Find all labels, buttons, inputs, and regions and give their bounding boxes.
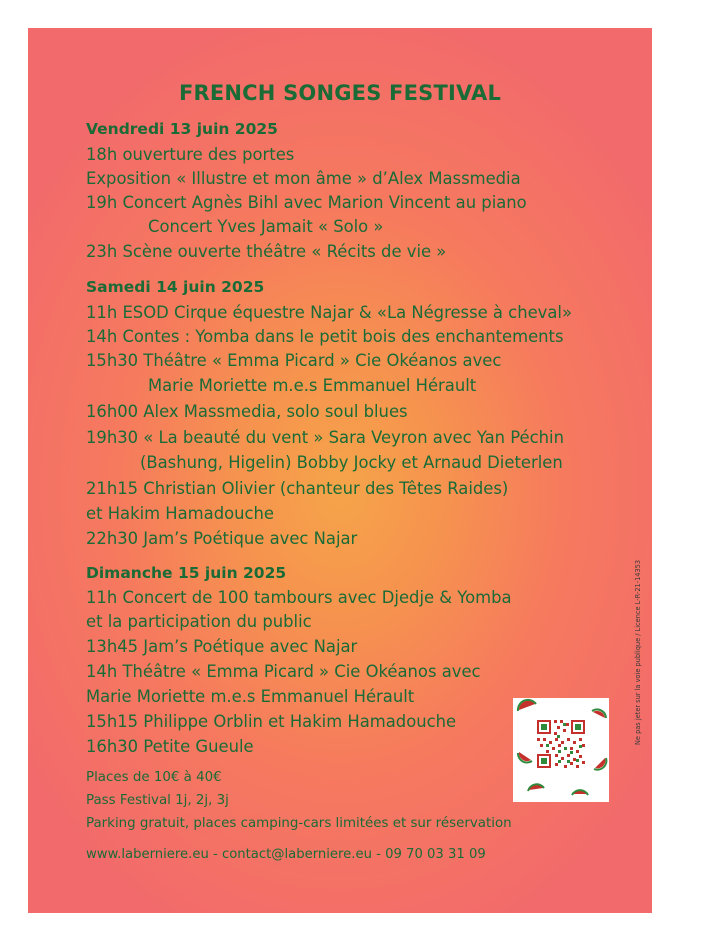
qr-code-icon: [513, 698, 609, 802]
contact-line: www.laberniere.eu - contact@laberniere.eu - 09 70 03 31 09: [86, 847, 486, 862]
program-line: (Bashung, Higelin) Bobby Jocky et Arnaud Dieterlen: [140, 453, 563, 472]
prices-text: Places de 10€ à 40€: [86, 770, 222, 785]
program-line: 18h ouverture des portes: [86, 145, 295, 164]
program-line: 22h30 Jam’s Poétique avec Najar: [86, 529, 358, 548]
program-line: 19h30 « La beauté du vent » Sara Veyron avec Yan Péchin: [86, 428, 564, 447]
festival-poster: [28, 28, 652, 913]
program-line: 21h15 Christian Olivier (chanteur des Têtes Raides): [86, 479, 509, 498]
poster-title: FRENCH SONGES FESTIVAL: [178, 81, 502, 105]
program-line: 16h30 Petite Gueule: [86, 737, 254, 756]
pass-text: Pass Festival 1j, 2j, 3j: [86, 793, 229, 808]
program-line: 15h15 Philippe Orblin et Hakim Hamadouche: [86, 712, 457, 731]
program-line: Marie Moriette m.e.s Emmanuel Hérault: [86, 687, 415, 706]
day-heading-friday: Vendredi 13 juin 2025: [86, 120, 278, 138]
program-line: 15h30 Théâtre « Emma Picard » Cie Okéanos avec: [86, 351, 502, 370]
program-line: 14h Théâtre « Emma Picard » Cie Okéanos avec: [86, 662, 481, 681]
program-line: 16h00 Alex Massmedia, solo soul blues: [86, 402, 408, 421]
program-line: 19h Concert Agnès Bihl avec Marion Vincent au piano: [86, 193, 527, 212]
legal-notice: Ne pas jeter sur la voie publique / Licence L-R-21-14353: [634, 559, 642, 745]
program-line: 11h ESOD Cirque équestre Najar & «La Négresse à cheval»: [86, 303, 572, 322]
parking-text: Parking gratuit, places camping-cars limitées et sur réservation: [86, 816, 512, 831]
day-heading-sunday: Dimanche 15 juin 2025: [86, 564, 287, 582]
program-line: 14h Contes : Yomba dans le petit bois des enchantements: [86, 327, 564, 346]
program-line: et la participation du public: [86, 612, 312, 631]
program-line: Exposition « Illustre et mon âme » d’Alex Massmedia: [86, 169, 521, 188]
program-line: 23h Scène ouverte théâtre « Récits de vie »: [86, 242, 447, 261]
program-line: 13h45 Jam’s Poétique avec Najar: [86, 637, 358, 656]
day-heading-saturday: Samedi 14 juin 2025: [86, 278, 265, 296]
program-line: Marie Moriette m.e.s Emmanuel Hérault: [148, 376, 477, 395]
program-line: et Hakim Hamadouche: [86, 504, 274, 523]
program-line: Concert Yves Jamait « Solo »: [148, 217, 384, 236]
program-line: 11h Concert de 100 tambours avec Djedje & Yomba: [86, 588, 512, 607]
